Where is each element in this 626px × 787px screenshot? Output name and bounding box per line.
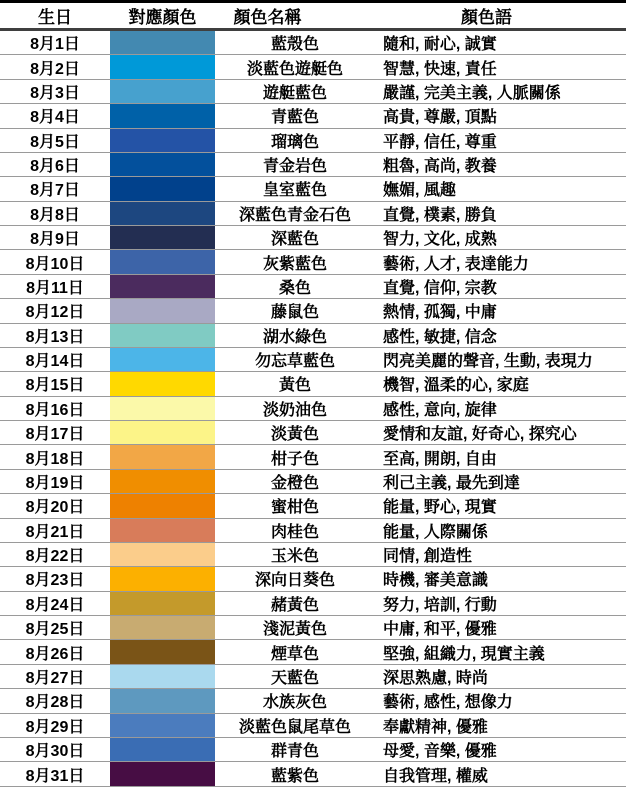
- birthday-cell: 8月23日: [0, 567, 110, 591]
- color-meaning-cell: 努力, 培訓, 行動: [375, 591, 626, 615]
- color-name-cell: 藍殼色: [215, 30, 375, 55]
- birthday-cell: 8月5日: [0, 128, 110, 152]
- table-row: [0, 421, 626, 445]
- birthday-cell: 8月24日: [0, 591, 110, 615]
- color-meaning-cell: 堅強, 組織力, 現實主義: [375, 640, 626, 664]
- color-meaning-cell: 自我管理, 權威: [375, 762, 626, 787]
- color-name-cell: 深向日葵色: [215, 567, 375, 591]
- color-name-cell: 瑠璃色: [215, 128, 375, 152]
- table-row: [0, 347, 626, 371]
- table-row: [0, 30, 626, 55]
- table-body: [0, 30, 626, 787]
- color-swatch: [110, 469, 215, 493]
- table-row: [0, 177, 626, 201]
- table-row: [0, 469, 626, 493]
- table-row: [0, 640, 626, 664]
- header-color-name: 顏色名稱: [215, 2, 375, 30]
- color-meaning-cell: 粗魯, 高尚, 教養: [375, 152, 626, 176]
- color-name-cell: 柑子色: [215, 445, 375, 469]
- table-row: [0, 323, 626, 347]
- color-meaning-cell: 藝術, 感性, 想像力: [375, 689, 626, 713]
- color-name-cell: 藍紫色: [215, 762, 375, 787]
- color-name-cell: 蜜柑色: [215, 494, 375, 518]
- birthday-cell: 8月31日: [0, 762, 110, 787]
- table-row: [0, 737, 626, 761]
- birthday-cell: 8月30日: [0, 737, 110, 761]
- header-birthday: 生日: [0, 2, 110, 30]
- color-name-cell: 深藍色: [215, 226, 375, 250]
- color-swatch: [110, 250, 215, 274]
- color-swatch: [110, 226, 215, 250]
- color-name-cell: 肉桂色: [215, 518, 375, 542]
- table-row: [0, 396, 626, 420]
- birthday-cell: 8月7日: [0, 177, 110, 201]
- color-swatch: [110, 689, 215, 713]
- birthday-cell: 8月8日: [0, 201, 110, 225]
- header-color-swatch: 對應顏色: [110, 2, 215, 30]
- color-name-cell: 群青色: [215, 737, 375, 761]
- color-name-cell: 淺泥黃色: [215, 616, 375, 640]
- color-swatch: [110, 567, 215, 591]
- color-name-cell: 遊艇藍色: [215, 79, 375, 103]
- table-row: [0, 542, 626, 566]
- color-name-cell: 桑色: [215, 274, 375, 298]
- color-name-cell: 水族灰色: [215, 689, 375, 713]
- table-row: [0, 274, 626, 298]
- color-meaning-cell: 隨和, 耐心, 誠實: [375, 30, 626, 55]
- birthday-cell: 8月11日: [0, 274, 110, 298]
- color-name-cell: 黃色: [215, 372, 375, 396]
- birthday-cell: 8月3日: [0, 79, 110, 103]
- table-row: [0, 226, 626, 250]
- color-meaning-cell: 熱情, 孤獨, 中庸: [375, 299, 626, 323]
- color-swatch: [110, 347, 215, 371]
- color-name-cell: 金橙色: [215, 469, 375, 493]
- birthday-cell: 8月14日: [0, 347, 110, 371]
- color-swatch: [110, 79, 215, 103]
- table-row: [0, 55, 626, 79]
- color-swatch: [110, 372, 215, 396]
- color-name-cell: 深藍色青金石色: [215, 201, 375, 225]
- color-meaning-cell: 至高, 開朗, 自由: [375, 445, 626, 469]
- birthday-cell: 8月9日: [0, 226, 110, 250]
- color-name-cell: 勿忘草藍色: [215, 347, 375, 371]
- header-row: [0, 2, 626, 30]
- color-meaning-cell: 機智, 溫柔的心, 家庭: [375, 372, 626, 396]
- color-name-cell: 淡藍色遊艇色: [215, 55, 375, 79]
- color-swatch: [110, 274, 215, 298]
- color-meaning-cell: 深思熟慮, 時尚: [375, 664, 626, 688]
- color-swatch: [110, 323, 215, 347]
- color-name-cell: 青藍色: [215, 104, 375, 128]
- table-row: [0, 299, 626, 323]
- color-meaning-cell: 愛情和友誼, 好奇心, 探究心: [375, 421, 626, 445]
- birthday-cell: 8月26日: [0, 640, 110, 664]
- table-row: [0, 567, 626, 591]
- color-name-cell: 淡黃色: [215, 421, 375, 445]
- color-meaning-cell: 同情, 創造性: [375, 542, 626, 566]
- color-name-cell: 皇室藍色: [215, 177, 375, 201]
- color-swatch: [110, 591, 215, 615]
- color-swatch: [110, 299, 215, 323]
- table-row: [0, 762, 626, 787]
- color-swatch: [110, 104, 215, 128]
- table-row: [0, 128, 626, 152]
- color-meaning-cell: 時機, 審美意識: [375, 567, 626, 591]
- color-swatch: [110, 640, 215, 664]
- color-meaning-cell: 利己主義, 最先到達: [375, 469, 626, 493]
- birthday-cell: 8月13日: [0, 323, 110, 347]
- color-meaning-cell: 直覺, 樸素, 勝負: [375, 201, 626, 225]
- color-meaning-cell: 閃亮美麗的聲音, 生動, 表現力: [375, 347, 626, 371]
- table-row: [0, 689, 626, 713]
- table-row: [0, 250, 626, 274]
- table-row: [0, 518, 626, 542]
- color-swatch: [110, 396, 215, 420]
- color-swatch: [110, 445, 215, 469]
- table-row: [0, 591, 626, 615]
- color-swatch: [110, 201, 215, 225]
- birthday-cell: 8月16日: [0, 396, 110, 420]
- color-name-cell: 玉米色: [215, 542, 375, 566]
- color-meaning-cell: 平靜, 信任, 尊重: [375, 128, 626, 152]
- color-swatch: [110, 713, 215, 737]
- color-meaning-cell: 能量, 人際關係: [375, 518, 626, 542]
- color-swatch: [110, 55, 215, 79]
- color-swatch: [110, 30, 215, 55]
- table-row: [0, 372, 626, 396]
- color-name-cell: 天藍色: [215, 664, 375, 688]
- table-row: [0, 494, 626, 518]
- birthday-cell: 8月20日: [0, 494, 110, 518]
- table-header: [0, 2, 626, 30]
- color-meaning-cell: 奉獻精神, 優雅: [375, 713, 626, 737]
- color-name-cell: 灰紫藍色: [215, 250, 375, 274]
- color-meaning-cell: 藝術, 人才, 表達能力: [375, 250, 626, 274]
- color-meaning-cell: 高貴, 尊嚴, 頂點: [375, 104, 626, 128]
- color-meaning-cell: 感性, 意向, 旋律: [375, 396, 626, 420]
- color-swatch: [110, 737, 215, 761]
- table-row: [0, 104, 626, 128]
- color-meaning-cell: 嚴謹, 完美主義, 人脈關係: [375, 79, 626, 103]
- birthday-cell: 8月18日: [0, 445, 110, 469]
- table-row: [0, 616, 626, 640]
- birthday-cell: 8月29日: [0, 713, 110, 737]
- table-row: [0, 152, 626, 176]
- birthday-cell: 8月6日: [0, 152, 110, 176]
- color-swatch: [110, 128, 215, 152]
- birthday-cell: 8月4日: [0, 104, 110, 128]
- birthday-cell: 8月25日: [0, 616, 110, 640]
- color-meaning-cell: 感性, 敏捷, 信念: [375, 323, 626, 347]
- color-swatch: [110, 664, 215, 688]
- color-swatch: [110, 494, 215, 518]
- table-row: [0, 713, 626, 737]
- color-name-cell: 赭黃色: [215, 591, 375, 615]
- birthday-cell: 8月10日: [0, 250, 110, 274]
- birthday-cell: 8月1日: [0, 30, 110, 55]
- color-swatch: [110, 421, 215, 445]
- color-meaning-cell: 母愛, 音樂, 優雅: [375, 737, 626, 761]
- color-name-cell: 湖水綠色: [215, 323, 375, 347]
- birthday-cell: 8月2日: [0, 55, 110, 79]
- color-meaning-cell: 能量, 野心, 現實: [375, 494, 626, 518]
- color-meaning-cell: 直覺, 信仰, 宗教: [375, 274, 626, 298]
- header-color-meaning: 顏色語: [375, 2, 626, 30]
- color-swatch: [110, 152, 215, 176]
- table-row: [0, 664, 626, 688]
- color-swatch: [110, 542, 215, 566]
- birthday-cell: 8月17日: [0, 421, 110, 445]
- table-row: [0, 445, 626, 469]
- table-row: [0, 201, 626, 225]
- color-swatch: [110, 177, 215, 201]
- color-name-cell: 煙草色: [215, 640, 375, 664]
- color-meaning-cell: 智慧, 快速, 責任: [375, 55, 626, 79]
- birthday-cell: 8月22日: [0, 542, 110, 566]
- birthday-cell: 8月15日: [0, 372, 110, 396]
- birthday-cell: 8月21日: [0, 518, 110, 542]
- color-meaning-cell: 智力, 文化, 成熟: [375, 226, 626, 250]
- table-row: [0, 79, 626, 103]
- color-meaning-cell: 中庸, 和平, 優雅: [375, 616, 626, 640]
- birthday-cell: 8月28日: [0, 689, 110, 713]
- birthday-cell: 8月27日: [0, 664, 110, 688]
- birthday-cell: 8月19日: [0, 469, 110, 493]
- color-swatch: [110, 762, 215, 787]
- color-swatch: [110, 518, 215, 542]
- color-meaning-cell: 嫵媚, 風趣: [375, 177, 626, 201]
- color-name-cell: 淡奶油色: [215, 396, 375, 420]
- color-name-cell: 青金岩色: [215, 152, 375, 176]
- color-name-cell: 淡藍色鼠尾草色: [215, 713, 375, 737]
- color-swatch: [110, 616, 215, 640]
- birthday-cell: 8月12日: [0, 299, 110, 323]
- color-name-cell: 藤鼠色: [215, 299, 375, 323]
